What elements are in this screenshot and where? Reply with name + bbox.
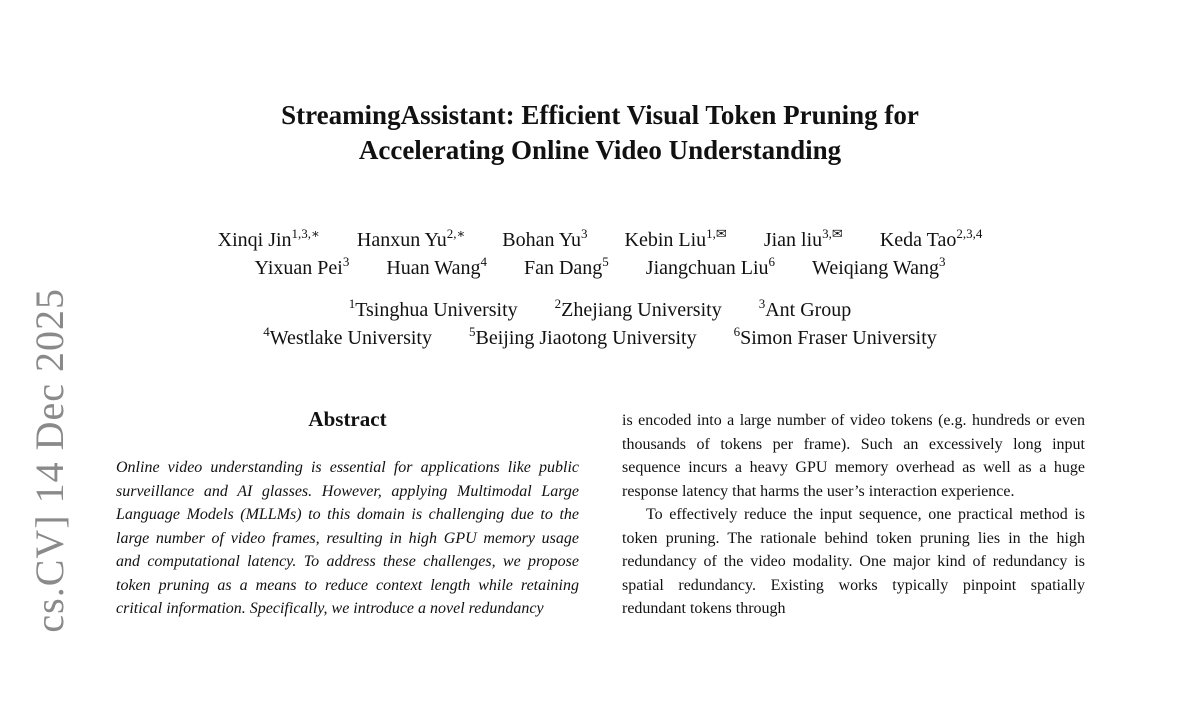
affiliation: $^1$Tsinghua University [348, 296, 518, 321]
body-paragraph-2: To effectively reduce the input sequence, one practical method is token pruning. The rationale behind token pruning lies in the high redundancy of the video modality. One major kind of redundancy is spatial redundancy. Existing works typically pinpoint spatially redundant tokens through [622, 506, 1085, 617]
author: Kebin Liu$^{1,✉}$ [624, 226, 727, 251]
author: Hanxun $Yu^{2,∗}$ [356, 226, 466, 251]
affiliation-row-2 [0, 324, 1200, 352]
affiliation: $^3$Ant Group [758, 296, 852, 321]
left-column [116, 404, 579, 621]
title-line-2: Accelerating Online Video Understanding [358, 135, 842, 165]
arxiv-side-stamp: cs.CV] 14 Dec 2025 [27, 288, 72, 633]
author-row-2 [0, 254, 1200, 282]
author: Xinqi Jin$^{1,3,∗}$ [217, 226, 320, 251]
author: Bohan Yu$^3$ [502, 226, 588, 251]
author: Jian liu$^{3,✉}$ [763, 226, 843, 251]
affiliation: $^2$Zhejiang University [554, 296, 722, 321]
title-line-1: StreamingAssistant: Efficient Visual Token Pruning for [281, 100, 919, 130]
affiliation-row-1 [0, 296, 1200, 324]
author-row-1 [0, 226, 1200, 254]
author: Weiqiang Wang$^3$ [812, 254, 946, 279]
paper-title [0, 98, 1200, 168]
author: Huan Wang$^4$ [386, 254, 487, 279]
author: Keda Tao$^{2,3,4}$ [879, 226, 983, 251]
author: Fan Dang$^5$ [523, 254, 609, 279]
affiliation-list [0, 296, 1200, 352]
author: Yixuan Pei$^3$ [254, 254, 350, 279]
right-column [622, 409, 1085, 621]
author-list [0, 226, 1200, 282]
affiliation: $^5$Beijing Jiaotong University [469, 324, 697, 349]
abstract-heading: Abstract [308, 407, 387, 431]
author: Jiangchuan Liu$^6$ [645, 254, 776, 279]
abstract-text: Online video understanding is essential for applications like public surveillance and AI glasses. However, applying Multimodal Large Language Models (MLLMs) to this domain is challenging due to the large number of video frames, resulting in high GPU memory usage and computational latency. To address these challenges, we propose token pruning as a means to reduce context length while retaining critical information. Specifically, we introduce a novel redundancy [116, 459, 579, 617]
body-paragraph-1: is encoded into a large number of video tokens (e.g. hundreds or even thousands of tokens per frame). Such an excessively long input sequence incurs a heavy GPU memory overhead as well as a huge response latency that harms the user’s interaction experience. [622, 412, 1085, 500]
affiliation: $^4$Westlake University [263, 324, 432, 349]
affiliation: $^6$Simon Fraser University [733, 324, 937, 349]
